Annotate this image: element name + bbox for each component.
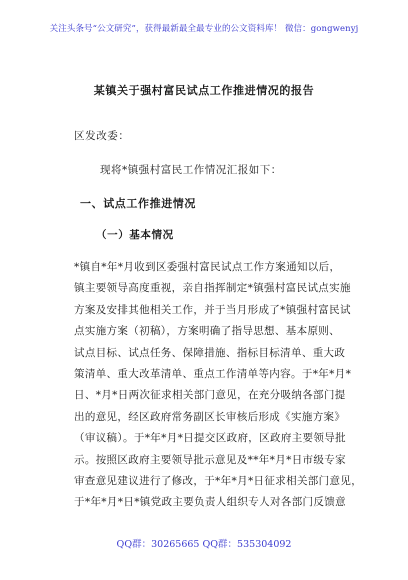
body-line: *镇自*年*月收到区委强村富民试点工作方案通知以后， [74, 261, 341, 273]
document-title: 某镇关于强村富民试点工作推进情况的报告 [93, 84, 315, 97]
body-line: 审查意见建议进行了修改，于*年*月*日征求相关部门意见， [74, 474, 363, 487]
body-line: 镇主要领导高度重视，亲自指挥制定*镇强村富民试点实施 [74, 282, 351, 295]
salutation: 区发改委： [74, 130, 130, 142]
intro-paragraph: 现将*镇强村富民工作情况汇报如下： [100, 164, 282, 176]
body-line: （审议稿）。于*年*月*日提交区政府，区政府主要领导批 [74, 432, 346, 445]
body-line: 日、*月*日两次征求相关部门意见，在充分吸纳各部门提 [74, 389, 346, 402]
body-line: 点实施方案（初稿），方案明确了指导思想、基本原则、 [74, 325, 340, 338]
body-line: 试点目标、试点任务、保障措施、指标目标清单、重大政 [74, 346, 346, 359]
body-line: 示。按照区政府主要领导批示意见及**年*月*日市级专家 [74, 453, 346, 466]
body-line: 策清单、重大改革清单、重点工作清单等内容。于*年*月* [74, 367, 352, 380]
body-line: 方案及安排其他相关工作，并于当月形成了*镇强村富民试 [74, 303, 351, 316]
header-banner: 关注头条号“公文研究”，获得最新最全最专业的公文资料库！ 微信：gongwenyj [49, 24, 359, 34]
body-paragraph [74, 257, 370, 514]
section-heading: 一、试点工作推进情况 [80, 197, 196, 210]
footer-contact: QQ群：30265665 QQ群：535304092 [116, 539, 292, 550]
body-line: 于*年*月*日*镇党政主要负责人组织专人对各部门反馈意 [74, 496, 346, 509]
body-line: 出的意见，经区政府常务副区长审核后形成《实施方案》 [74, 410, 346, 423]
subsection-heading: （一）基本情况 [96, 229, 174, 241]
